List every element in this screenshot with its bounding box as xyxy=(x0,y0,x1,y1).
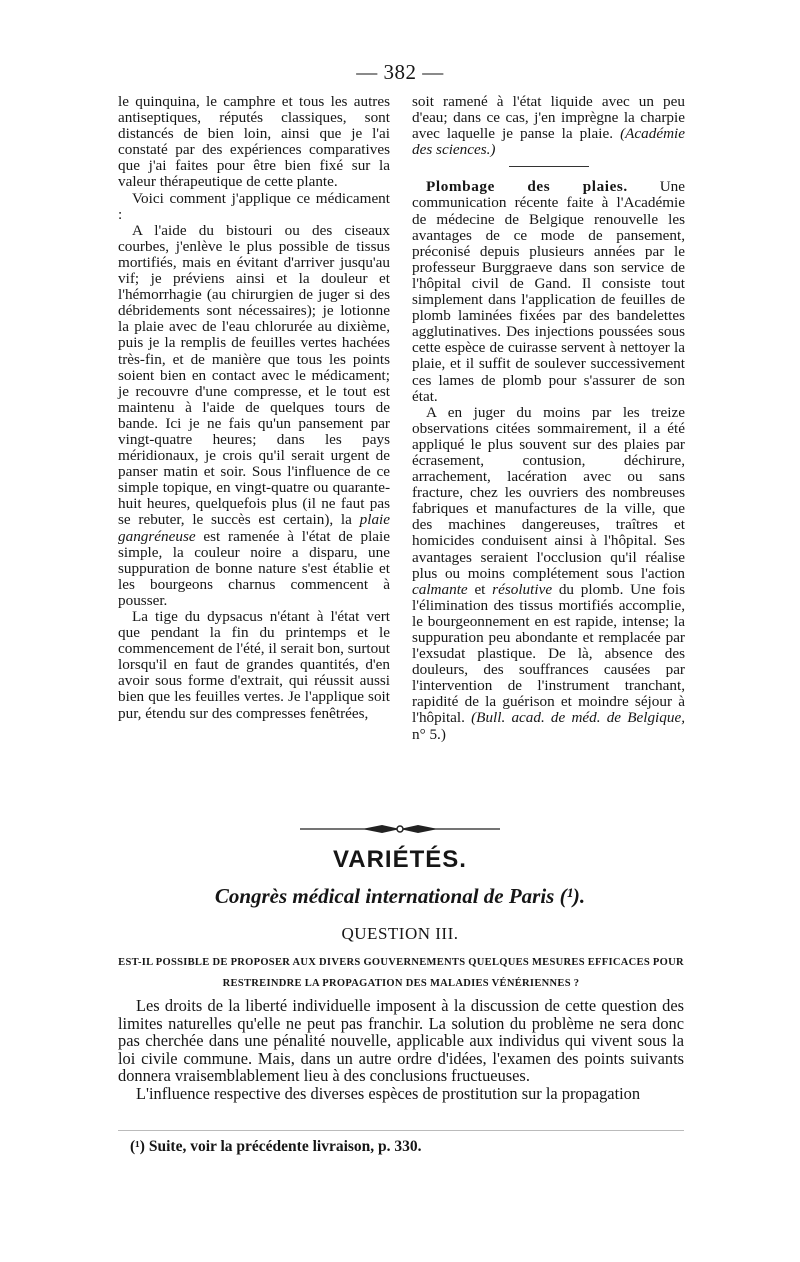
question-label: QUESTION III. xyxy=(341,924,459,943)
resolutive-italic: résolutive xyxy=(492,580,553,598)
left-para-3 xyxy=(118,223,390,609)
calmante-italic: calmante xyxy=(412,580,468,598)
right-para-2 xyxy=(412,405,685,743)
footnote-text: Suite, voir la précédente livraison, p. 330. xyxy=(148,1138,422,1155)
left-para-3-text: A l'aide du bistouri ou des ciseaux courbes, j'enlève le plus possible de tissus mortifiés, mais en évitant d'arriver jusqu'au vif; je préviens ainsi et la douleur et l'hémorrhagie (au chirurgien de juger si des débridements sont nécessaires); je lotionne la plaie avec de l'eau chlorurée au dixième, puis je la remplis de feuilles vertes hachées très-fin, et de manière que tous les points soient bien en contact avec le médicament; je recouvre d'une compresse, et le tout est maintenu à l'aide de quelques tours de bande. Ici je ne fais qu'un pansement par vingt-quatre heures; dans les pays méridionaux, je crois qu'il serait urgent de panser matin et soir. Sous l'influence de ce simple topique, en vingt-quatre ou quarante-huit heures, quelquefois plus (il ne faut pas se rebuter, le succès est certain), la xyxy=(118,221,390,529)
plombage-heading: Plombage des plaies. xyxy=(426,178,628,196)
article-title-text: Congrès médical international de Paris xyxy=(214,884,555,908)
left-para-1: le quinquina, le camphre et tous les autres antiseptiques, réputés classiques, sont distancés de bien loin, ainsi que je l'ai constaté par des expériences comparatives que j'ai faites pour être bien fixé sur la valeur thérapeutique de cette plante. xyxy=(118,93,390,191)
ornament-divider xyxy=(300,822,500,836)
source-bulletin: (Bull. acad. de méd. de Belgique, xyxy=(471,709,685,727)
left-para-4: La tige du dypsacus n'étant à l'état vert que pendant la fin du printemps et le commencement de l'été, il serait bon, surtout lorsqu'il en faut de grandes quantités, d'en avoir sous forme d'extrait, qui réussit aussi bien que les feuilles vertes. Je l'applique soit pur, étendu sur des compresses fenêtrées, xyxy=(118,608,390,722)
plombage-text: Une communication récente faite à l'Académie de médecine de Belgique renouvelle les avantages de ce mode de pansement, préconisé depuis plusieurs années par le professeur Burggraeve dans son service de l'hôpital civil de Gand. Il consiste tout simplement dans l'application de feuilles de plomb laminées fixées par des bandelettes agglutinatives. Des injections poussées sous cette espèce de cuirasse servent à nettoyer la plaie, et il suffit de soulever successivement ces lames de plomb pour s'assurer de son état. xyxy=(412,178,685,405)
left-column xyxy=(118,94,390,722)
section-title: VARIÉTÉS. xyxy=(333,846,467,873)
article-body xyxy=(118,997,684,1103)
et-word: et xyxy=(474,580,486,598)
right-continuation: soit ramené à l'état liquide avec un peu d'eau; dans ce cas, j'en imprègne la charpie avec laquelle je panse la plaie. xyxy=(412,93,685,143)
left-para-3-end: est ramenée à l'état de plaie simple, la couleur noire a disparu, une suppuration de bonne nature s'est établie et les bourgeons charnus commencent à pousser. xyxy=(118,527,390,609)
body-para-1: Les droits de la liberté individuelle imposent à la discussion de cette question des limites naturelles qu'elle ne peut pas franchir. La solution du problème ne sera donc pas cherchée dans une pénalité nouvelle, applicable aux individus qui vivent sous la loi civile commune. Mais, dans un autre ordre d'idées, l'examen des points suivants donnera vraisemblablement lieu à des conclusions fructueuses. xyxy=(118,996,684,1086)
source-academie: (Académie des sciences.) xyxy=(412,125,685,159)
separator-rule xyxy=(509,166,589,167)
body-para-2: L'influence respective des diverses espèces de prostitution sur la propagation xyxy=(136,1083,641,1103)
left-para-2: Voici comment j'applique ce médicament : xyxy=(118,189,390,223)
footnote-mark: (¹) xyxy=(130,1138,145,1155)
footnote xyxy=(130,1138,690,1156)
right-para-2-b: du plomb. Une fois l'élimination des tissus mortifiés accomplie, le bourgeonnement en est rapide, intense; la suppuration peu abondante et remplacée par l'exsudat plastique. De là, absence des douleurs, des souffrances causées par l'intervention de l'instrument tranchant, rapidité de la guérison et moindre séjour à l'hôpital. xyxy=(412,580,685,727)
right-column xyxy=(412,94,685,743)
page-number: — 382 — xyxy=(356,60,444,84)
plaie-gangreneuse-italic: plaie gangréneuse xyxy=(118,511,390,545)
article-title xyxy=(0,884,800,909)
plombage-paragraph xyxy=(412,179,685,404)
article-title-note: (¹). xyxy=(559,884,586,908)
question-text: EST-IL POSSIBLE DE PROPOSER AUX DIVERS GOUVERNEMENTS QUELQUES MESURES EFFICACES POUR RESTREINDRE LA PROPAGATION DES MALADIES VÉNÉRIENNES ? xyxy=(118,957,684,989)
source-bulletin-number: n° 5.) xyxy=(412,725,446,743)
right-para-2-a: A en juger du moins par les treize observations citées sommairement, il a été appliqué le plus souvent sur des plaies par écrasement, contusion, déchirure, arrachement, lacération avec ou sans fracture, chez les ouvriers des nombreuses fabriques et manufactures de la ville, que des machines dangereuses, traîtres et homicides conduisent ainsi à l'hôpital. Ses avantages seraient l'occlusion qu'il réalise plus ou moins complétement sous l'action xyxy=(412,403,685,582)
right-para-1 xyxy=(412,94,685,158)
footnote-rule xyxy=(118,1130,684,1131)
